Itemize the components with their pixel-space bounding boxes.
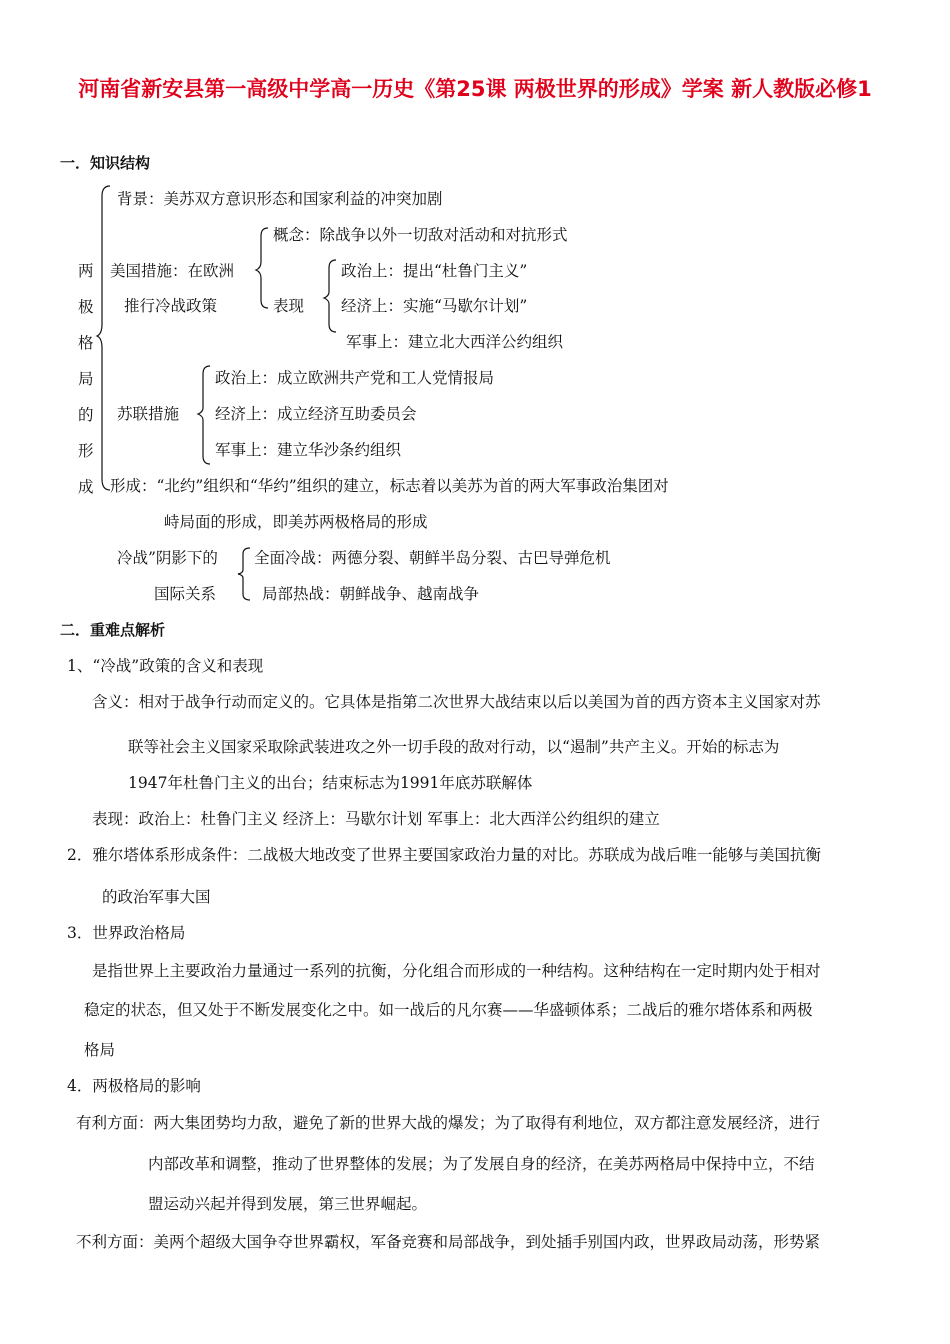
formation-line-2: 峙局面的形成，即美苏两极格局的形成: [164, 513, 428, 531]
ussr-military: 军事上：建立华沙条约组织: [215, 441, 402, 459]
section-heading-structure: 一．知识结构: [60, 154, 151, 172]
root-char: 形: [78, 442, 94, 460]
ussr-political: 政治上：成立欧洲共产党和工人党情报局: [215, 369, 495, 387]
full-cold-war: 全面冷战：两德分裂、朝鲜半岛分裂、古巴导弹危机: [254, 549, 611, 567]
point-1-show: 表现：政治上：杜鲁门主义 经济上：马歇尔计划 军事上：北大西洋公约组织的建立: [92, 810, 660, 828]
us-measures-label: 美国措施：在欧洲: [110, 262, 235, 280]
us-brace: [254, 226, 270, 310]
us-economic: 经济上：实施“马歇尔计划”: [341, 297, 528, 315]
us-military: 军事上：建立北大西洋公约组织: [346, 333, 564, 351]
point-3-title: 3．世界政治格局: [67, 924, 186, 942]
point-1-meaning-3: 1947年杜鲁门主义的出台；结束标志为1991年底苏联解体: [128, 774, 533, 792]
main-brace: [96, 184, 112, 494]
root-char: 局: [78, 370, 94, 388]
point-4-title: 4．两极格局的影响: [67, 1077, 201, 1095]
point-3-line-3: 格局: [84, 1041, 116, 1059]
point-4-bad-1: 不利方面：美两个超级大国争夺世界霸权，军备竞赛和局部战争，到处插手别国内政，世界政局动荡，形势紧: [76, 1233, 821, 1251]
us-show-label: 表现: [273, 297, 305, 315]
root-char: 格: [78, 334, 94, 352]
point-1-meaning-1: 含义：相对于战争行动而定义的。它具体是指第二次世界大战结束以后以美国为首的西方资本主义国家对苏: [92, 693, 821, 711]
root-char: 的: [78, 406, 94, 424]
formation-line-1: 形成：“北约”组织和“华约”组织的建立，标志着以美苏为首的两大军事政治集团对: [110, 477, 669, 495]
us-measures-label-2: 推行冷战政策: [124, 297, 218, 315]
page-title: 河南省新安县第一高级中学高一历史《第25课 两极世界的形成》学案 新人教版必修1: [78, 77, 872, 101]
point-4-good-1: 有利方面：两大集团势均力敌，避免了新的世界大战的爆发；为了取得有利地位，双方都注意发展经济，进行: [76, 1114, 821, 1132]
point-2-line-2: 的政治军事大国: [102, 888, 211, 906]
local-hot-war: 局部热战：朝鲜战争、越南战争: [262, 585, 480, 603]
cold-war-brace: [236, 546, 252, 602]
point-4-good-3: 盟运动兴起并得到发展，第三世界崛起。: [148, 1195, 428, 1213]
cold-war-relations-label: 冷战”阴影下的: [117, 549, 218, 567]
point-4-good-2: 内部改革和调整，推动了世界整体的发展；为了发展自身的经济，在美苏两格局中保持中立，不结: [148, 1155, 815, 1173]
ussr-measures-label: 苏联措施: [117, 405, 180, 423]
us-political: 政治上：提出“杜鲁门主义”: [341, 262, 528, 280]
point-1-meaning-2: 联等社会主义国家采取除武装进攻之外一切手段的敌对行动，以“遏制”共产主义。开始的标志为: [128, 738, 780, 756]
background-item: 背景：美苏双方意识形态和国家利益的冲突加剧: [117, 190, 443, 208]
cold-war-concept: 概念：除战争以外一切敌对活动和对抗形式: [273, 226, 568, 244]
point-1-title: 1、“冷战”政策的含义和表现: [67, 657, 264, 675]
root-char: 成: [78, 478, 94, 496]
point-3-line-2: 稳定的状态，但又处于不断发展变化之中。如一战后的凡尔赛——华盛顿体系；二战后的雅尔塔体系和两极: [84, 1001, 813, 1019]
root-char: 两: [78, 262, 94, 280]
cold-war-relations-label-2: 国际关系: [154, 585, 217, 603]
ussr-brace: [196, 364, 212, 466]
section-heading-analysis: 二．重难点解析: [60, 621, 166, 639]
point-2-line-1: 2．雅尔塔体系形成条件：二战极大地改变了世界主要国家政治力量的对比。苏联成为战后唯一能够与美国抗衡: [67, 846, 821, 864]
root-char: 极: [78, 298, 94, 316]
ussr-economic: 经济上：成立经济互助委员会: [215, 405, 417, 423]
point-3-line-1: 是指世界上主要政治力量通过一系列的抗衡，分化组合而形成的一种结构。这种结构在一定时期内处于相对: [92, 962, 821, 980]
us-show-brace: [322, 258, 338, 334]
